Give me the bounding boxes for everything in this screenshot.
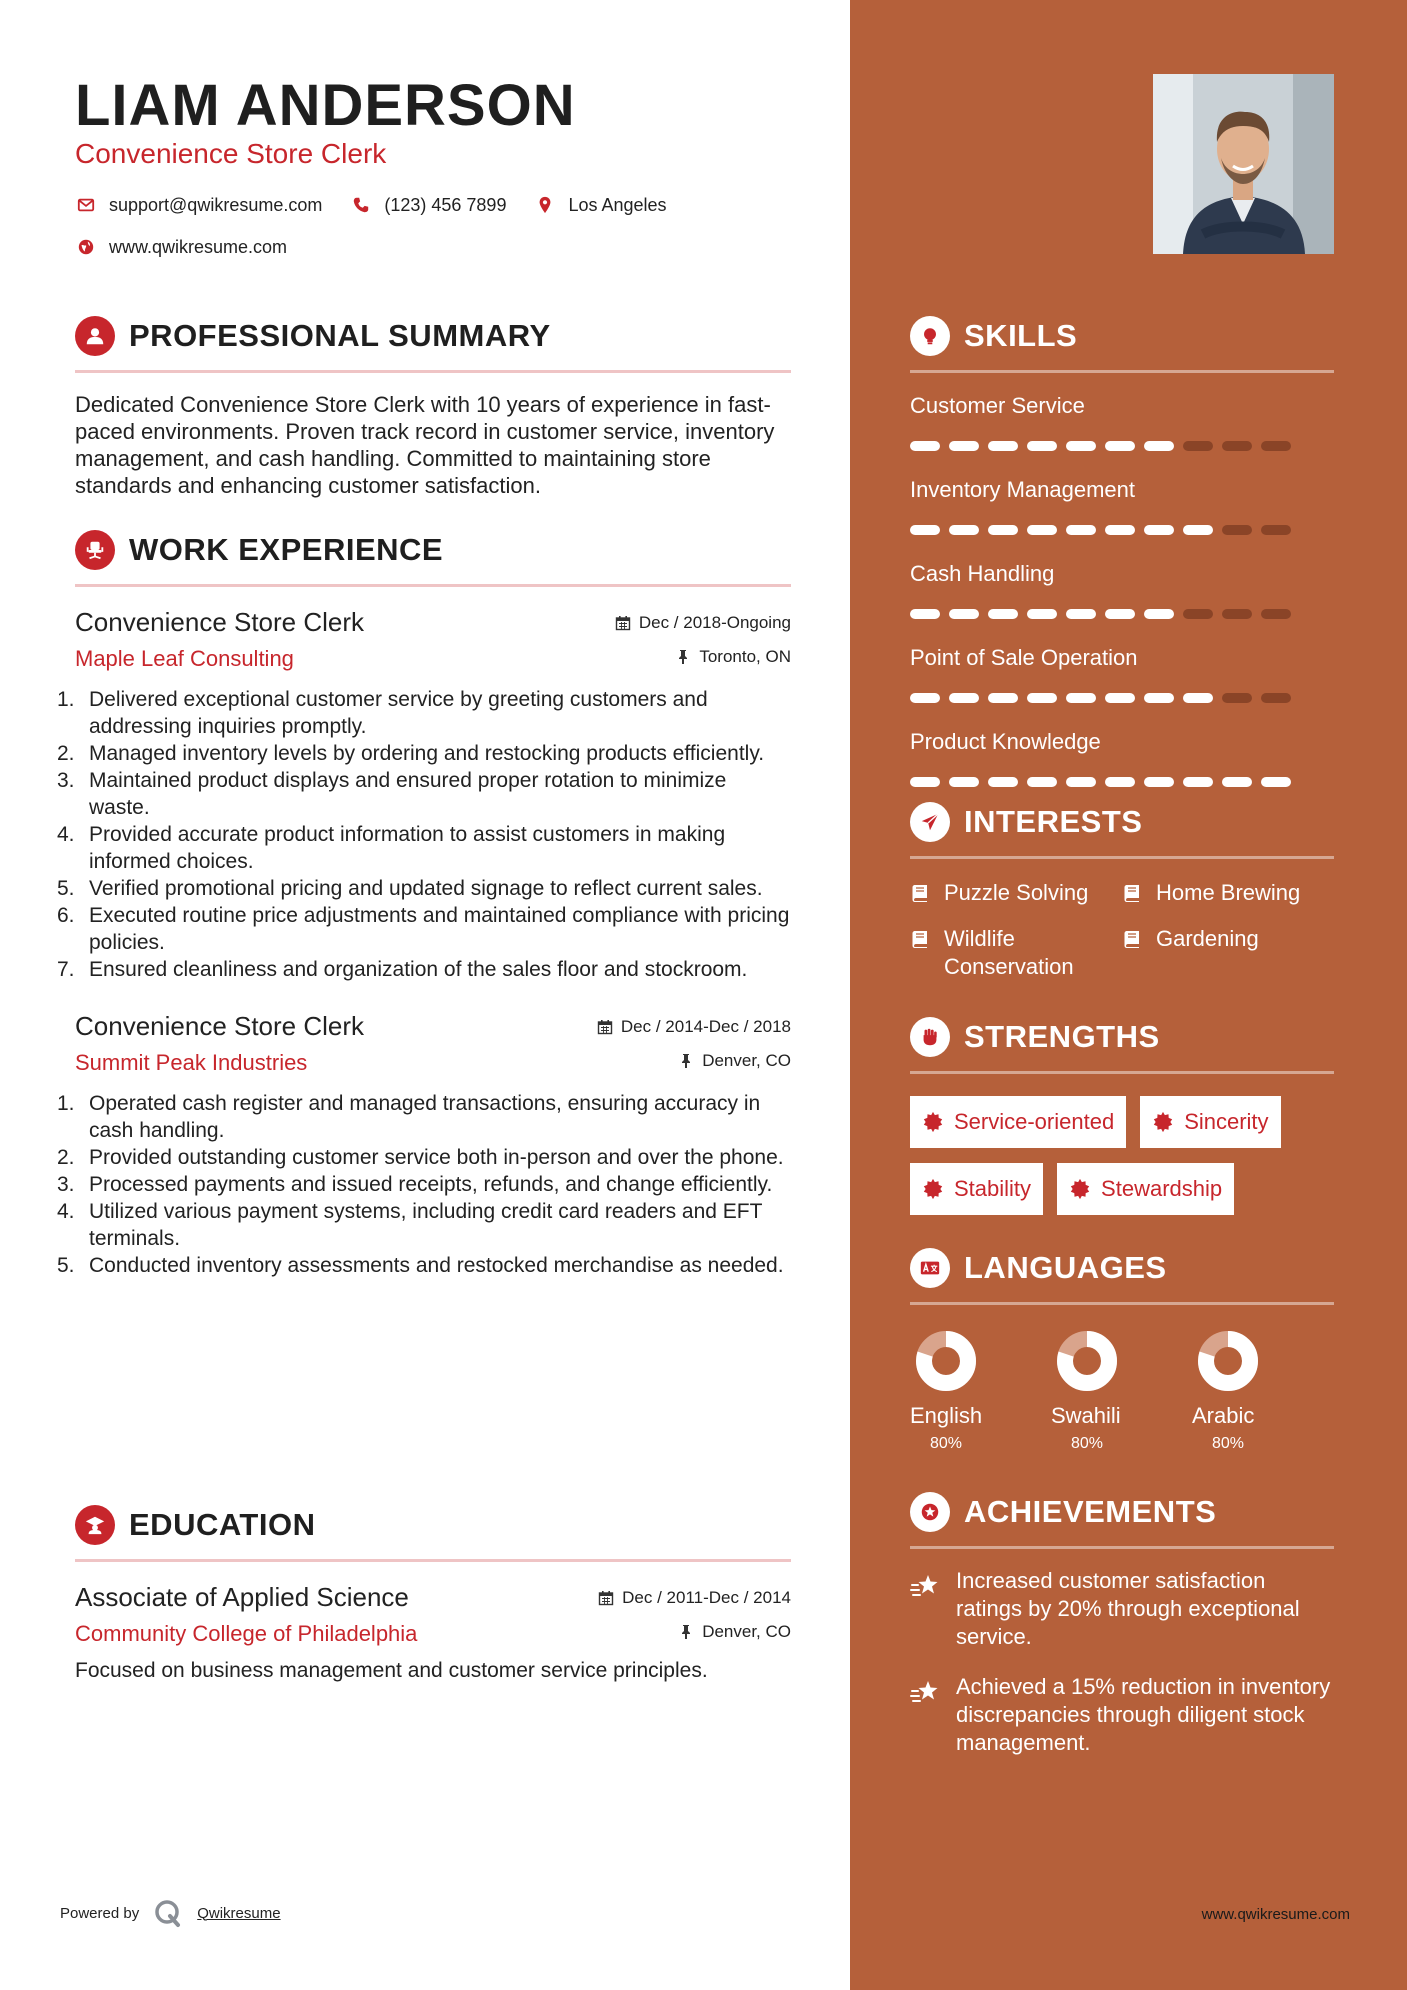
experience-title: WORK EXPERIENCE <box>129 532 444 567</box>
strength-tag: Sincerity <box>1140 1096 1280 1148</box>
experience-section <box>57 528 791 1279</box>
fist-icon <box>910 1017 950 1057</box>
pushpin-icon <box>678 1053 694 1069</box>
skill-item <box>910 561 1334 621</box>
skill-meter-segment <box>1222 693 1252 703</box>
skill-meter-segment <box>1183 441 1213 451</box>
skill-meter-segment <box>1261 693 1291 703</box>
job-entry-2 <box>57 1011 791 1279</box>
language-ring <box>1196 1329 1260 1393</box>
job-date <box>597 1017 791 1037</box>
job-bullets <box>57 686 791 983</box>
job-entry-1 <box>57 607 791 983</box>
skill-meter-segment <box>1261 609 1291 619</box>
email-text: support@qwikresume.com <box>109 194 323 215</box>
language-name: English <box>910 1403 983 1428</box>
skill-meter-segment <box>1222 525 1252 535</box>
summary-text: Dedicated Convenience Store Clerk with 10 years of experience in fast-paced environments. Proven track record in customer service, inventory management, and cash handling. Committed to maintaining store standards and enhancing customer satisfaction. <box>75 392 775 498</box>
skill-meter-segment <box>1183 693 1213 703</box>
language-item <box>910 1329 1051 1453</box>
list-item: Home Brewing <box>1122 879 1334 907</box>
skill-name: Customer Service <box>910 393 1085 418</box>
job-location <box>675 647 791 667</box>
map-pin-icon <box>534 194 556 216</box>
badge-icon <box>922 1178 944 1200</box>
book-icon <box>1122 883 1142 903</box>
badge-icon <box>1069 1178 1091 1200</box>
user-icon <box>75 316 115 356</box>
skill-meter <box>910 609 1334 621</box>
skill-meter-segment <box>988 525 1018 535</box>
language-name: Arabic <box>1192 1403 1255 1428</box>
contact-location <box>534 194 666 216</box>
skill-name: Product Knowledge <box>910 729 1101 754</box>
education-location <box>678 1622 791 1642</box>
book-icon <box>910 883 930 903</box>
skill-meter-segment <box>1027 609 1057 619</box>
contact-website[interactable] <box>75 236 287 258</box>
skill-meter-segment <box>949 441 979 451</box>
education-date-text: Dec / 2011-Dec / 2014 <box>622 1588 791 1607</box>
job-date <box>615 613 791 633</box>
education-heading <box>75 1503 791 1547</box>
skill-item <box>910 645 1334 705</box>
language-item <box>1192 1329 1333 1453</box>
languages-title: LANGUAGES <box>964 1250 1167 1285</box>
location-text: Los Angeles <box>568 194 667 215</box>
list-item: 4. Utilized various payment systems, including credit card readers and EFT terminals. <box>57 1200 763 1250</box>
skill-meter-segment <box>910 525 940 535</box>
pushpin-icon <box>675 649 691 665</box>
contact-row-2 <box>75 236 315 258</box>
skill-meter-segment <box>1066 441 1096 451</box>
skill-meter-segment <box>1066 525 1096 535</box>
skill-meter-segment <box>1027 525 1057 535</box>
skill-meter-segment <box>988 441 1018 451</box>
achievements-section <box>910 1490 1334 1757</box>
skills-divider <box>910 370 1334 373</box>
skill-meter-segment <box>1144 525 1174 535</box>
achievements-list <box>910 1567 1334 1757</box>
skill-meter-segment <box>1105 441 1135 451</box>
languages-heading <box>910 1246 1334 1290</box>
strength-tag: Service-oriented <box>910 1096 1126 1148</box>
language-percent: 80% <box>1212 1435 1245 1452</box>
interests-list <box>910 879 1334 981</box>
strengths-title: STRENGTHS <box>964 1019 1160 1054</box>
qwikresume-logo-icon <box>153 1898 183 1928</box>
education-location-text: Denver, CO <box>702 1622 791 1641</box>
job-date-text: Dec / 2014-Dec / 2018 <box>620 1017 791 1036</box>
skill-meter-segment <box>910 693 940 703</box>
achievements-title: ACHIEVEMENTS <box>964 1494 1217 1529</box>
list-item: Achieved a 15% reduction in inventory discrepancies through diligent stock management. <box>910 1673 1334 1757</box>
shooting-star-icon <box>910 1677 940 1707</box>
candidate-name: LIAM ANDERSON <box>75 73 576 138</box>
list-item: 4. Provided accurate product information to assist customers in making informed choices. <box>57 823 726 873</box>
paper-plane-icon <box>910 802 950 842</box>
skill-meter-segment <box>1144 777 1174 787</box>
skill-meter <box>910 525 1334 537</box>
job-company: Summit Peak Industries <box>75 1050 308 1075</box>
skill-meter-segment <box>1144 441 1174 451</box>
contact-email[interactable] <box>75 194 322 216</box>
skill-meter-segment <box>949 609 979 619</box>
skill-meter-segment <box>1105 777 1135 787</box>
sidebar-column <box>850 0 1407 1990</box>
job-company: Maple Leaf Consulting <box>75 646 294 671</box>
list-item: 3. Maintained product displays and ensured proper rotation to minimize waste. <box>57 769 727 819</box>
skill-meter-segment <box>1027 441 1057 451</box>
skill-meter-segment <box>1144 609 1174 619</box>
badge-icon <box>1152 1111 1174 1133</box>
job-date-text: Dec / 2018-Ongoing <box>638 613 791 632</box>
strength-tag: Stability <box>910 1163 1043 1215</box>
skill-meter <box>910 441 1334 453</box>
achievements-divider <box>910 1546 1334 1549</box>
skill-meter <box>910 693 1334 705</box>
skills-heading <box>910 314 1334 358</box>
list-item: 3. Processed payments and issued receipts, refunds, and change efficiently. <box>57 1173 773 1196</box>
book-icon <box>910 929 930 949</box>
skills-list <box>910 393 1334 789</box>
skill-meter-segment <box>1066 777 1096 787</box>
language-name: Swahili <box>1051 1403 1121 1428</box>
skill-item <box>910 393 1334 453</box>
calendar-icon <box>615 615 631 631</box>
skill-meter-segment <box>1183 777 1213 787</box>
skill-meter-segment <box>1066 609 1096 619</box>
skill-meter-segment <box>1105 693 1135 703</box>
candidate-title: Convenience Store Clerk <box>75 138 387 169</box>
skill-name: Point of Sale Operation <box>910 645 1138 670</box>
profile-photo <box>1153 74 1334 254</box>
website-text: www.qwikresume.com <box>109 236 288 257</box>
graduate-icon <box>75 1505 115 1545</box>
skill-meter <box>910 777 1334 789</box>
experience-heading <box>75 528 791 572</box>
language-percent: 80% <box>930 1435 963 1452</box>
skill-meter-segment <box>1144 693 1174 703</box>
phone-text: (123) 456 7899 <box>384 194 507 215</box>
achievements-heading <box>910 1490 1334 1534</box>
skills-section <box>910 314 1334 789</box>
interests-title: INTERESTS <box>964 804 1143 839</box>
skill-meter-segment <box>1183 609 1213 619</box>
list-item: 5. Conducted inventory assessments and restocked merchandise as needed. <box>57 1254 784 1277</box>
strengths-section <box>910 1015 1334 1230</box>
strengths-divider <box>910 1071 1334 1074</box>
calendar-icon <box>597 1019 613 1035</box>
footer-powered-by <box>60 1898 281 1928</box>
job-location-text: Toronto, ON <box>699 647 791 666</box>
interests-heading <box>910 800 1334 844</box>
list-item: 1. Delivered exceptional customer service by greeting customers and addressing inquiries promptly. <box>57 688 708 738</box>
skill-item <box>910 729 1334 789</box>
skill-name: Inventory Management <box>910 477 1136 502</box>
skill-meter-segment <box>1066 693 1096 703</box>
job-role: Convenience Store Clerk <box>75 607 365 637</box>
skill-meter-segment <box>910 441 940 451</box>
phone-icon <box>350 194 372 216</box>
qwikresume-link[interactable]: Qwikresume <box>197 1904 281 1922</box>
powered-by-text: Powered by <box>60 1904 140 1922</box>
strength-tag: Stewardship <box>1057 1163 1234 1215</box>
language-percent: 80% <box>1071 1435 1104 1452</box>
book-icon <box>1122 929 1142 949</box>
interests-divider <box>910 856 1334 859</box>
summary-section <box>75 314 791 499</box>
summary-heading <box>75 314 791 358</box>
job-bullets <box>57 1090 791 1279</box>
education-divider <box>75 1559 791 1562</box>
degree: Associate of Applied Science <box>75 1582 409 1612</box>
education-entry <box>75 1582 791 1683</box>
education-section <box>75 1503 791 1683</box>
interests-section <box>910 800 1334 981</box>
lightbulb-icon <box>910 316 950 356</box>
skill-meter-segment <box>910 609 940 619</box>
footer-website[interactable]: www.qwikresume.com <box>1201 1906 1350 1923</box>
experience-divider <box>75 584 791 587</box>
summary-divider <box>75 370 791 373</box>
list-item: 6. Executed routine price adjustments and maintained compliance with pricing policies. <box>57 904 790 954</box>
contact-row-1 <box>75 194 695 216</box>
envelope-icon <box>75 194 97 216</box>
list-item: 2. Managed inventory levels by ordering and restocking products efficiently. <box>57 742 765 765</box>
skill-meter-segment <box>949 693 979 703</box>
skill-meter-segment <box>910 777 940 787</box>
skill-meter-segment <box>988 609 1018 619</box>
job-role: Convenience Store Clerk <box>75 1011 365 1041</box>
job-location-text: Denver, CO <box>702 1051 791 1070</box>
skill-meter-segment <box>949 777 979 787</box>
office-chair-icon <box>75 530 115 570</box>
pushpin-icon <box>678 1624 694 1640</box>
skill-meter-segment <box>1105 525 1135 535</box>
globe-icon <box>75 236 97 258</box>
school: Community College of Philadelphia <box>75 1621 418 1646</box>
skill-meter-segment <box>988 693 1018 703</box>
list-item: 2. Provided outstanding customer service both in-person and over the phone. <box>57 1146 784 1169</box>
badge-icon <box>922 1111 944 1133</box>
skill-item <box>910 477 1334 537</box>
skill-meter-segment <box>1222 777 1252 787</box>
star-badge-icon <box>910 1492 950 1532</box>
list-item: 7. Ensured cleanliness and organization of the sales floor and stockroom. <box>57 958 748 981</box>
skill-meter-segment <box>1105 609 1135 619</box>
strengths-list <box>910 1096 1334 1230</box>
languages-divider <box>910 1302 1334 1305</box>
skill-meter-segment <box>1261 777 1291 787</box>
skill-meter-segment <box>1222 441 1252 451</box>
calendar-icon <box>598 1590 614 1606</box>
languages-section <box>910 1246 1334 1453</box>
shooting-star-icon <box>910 1571 940 1601</box>
job-location <box>678 1051 791 1071</box>
summary-title: PROFESSIONAL SUMMARY <box>129 318 551 353</box>
strengths-heading <box>910 1015 1334 1059</box>
language-item <box>1051 1329 1192 1453</box>
list-item: Increased customer satisfaction ratings by 20% through exceptional service. <box>910 1567 1334 1651</box>
list-item: 5. Verified promotional pricing and updated signage to reflect current sales. <box>57 877 763 900</box>
language-ring <box>914 1329 978 1393</box>
skill-meter-segment <box>988 777 1018 787</box>
contact-phone[interactable] <box>350 194 506 216</box>
education-date <box>598 1588 791 1608</box>
language-ring <box>1055 1329 1119 1393</box>
list-item: Wildlife Conservation <box>910 925 1080 981</box>
list-item: 1. Operated cash register and managed transactions, ensuring accuracy in cash handling. <box>57 1092 761 1142</box>
education-description: Focused on business management and customer service principles. <box>75 1659 708 1682</box>
skill-meter-segment <box>1222 609 1252 619</box>
profile-photo-image <box>1153 74 1334 254</box>
skill-meter-segment <box>949 525 979 535</box>
list-item: Puzzle Solving <box>910 879 1122 907</box>
education-title: EDUCATION <box>129 1507 316 1542</box>
skill-meter-segment <box>1183 525 1213 535</box>
skills-title: SKILLS <box>964 318 1078 353</box>
language-icon <box>910 1248 950 1288</box>
list-item: Gardening <box>1122 925 1334 981</box>
skill-meter-segment <box>1261 441 1291 451</box>
skill-meter-segment <box>1261 525 1291 535</box>
languages-list <box>910 1329 1334 1453</box>
skill-meter-segment <box>1027 777 1057 787</box>
skill-meter-segment <box>1027 693 1057 703</box>
skill-name: Cash Handling <box>910 561 1055 586</box>
